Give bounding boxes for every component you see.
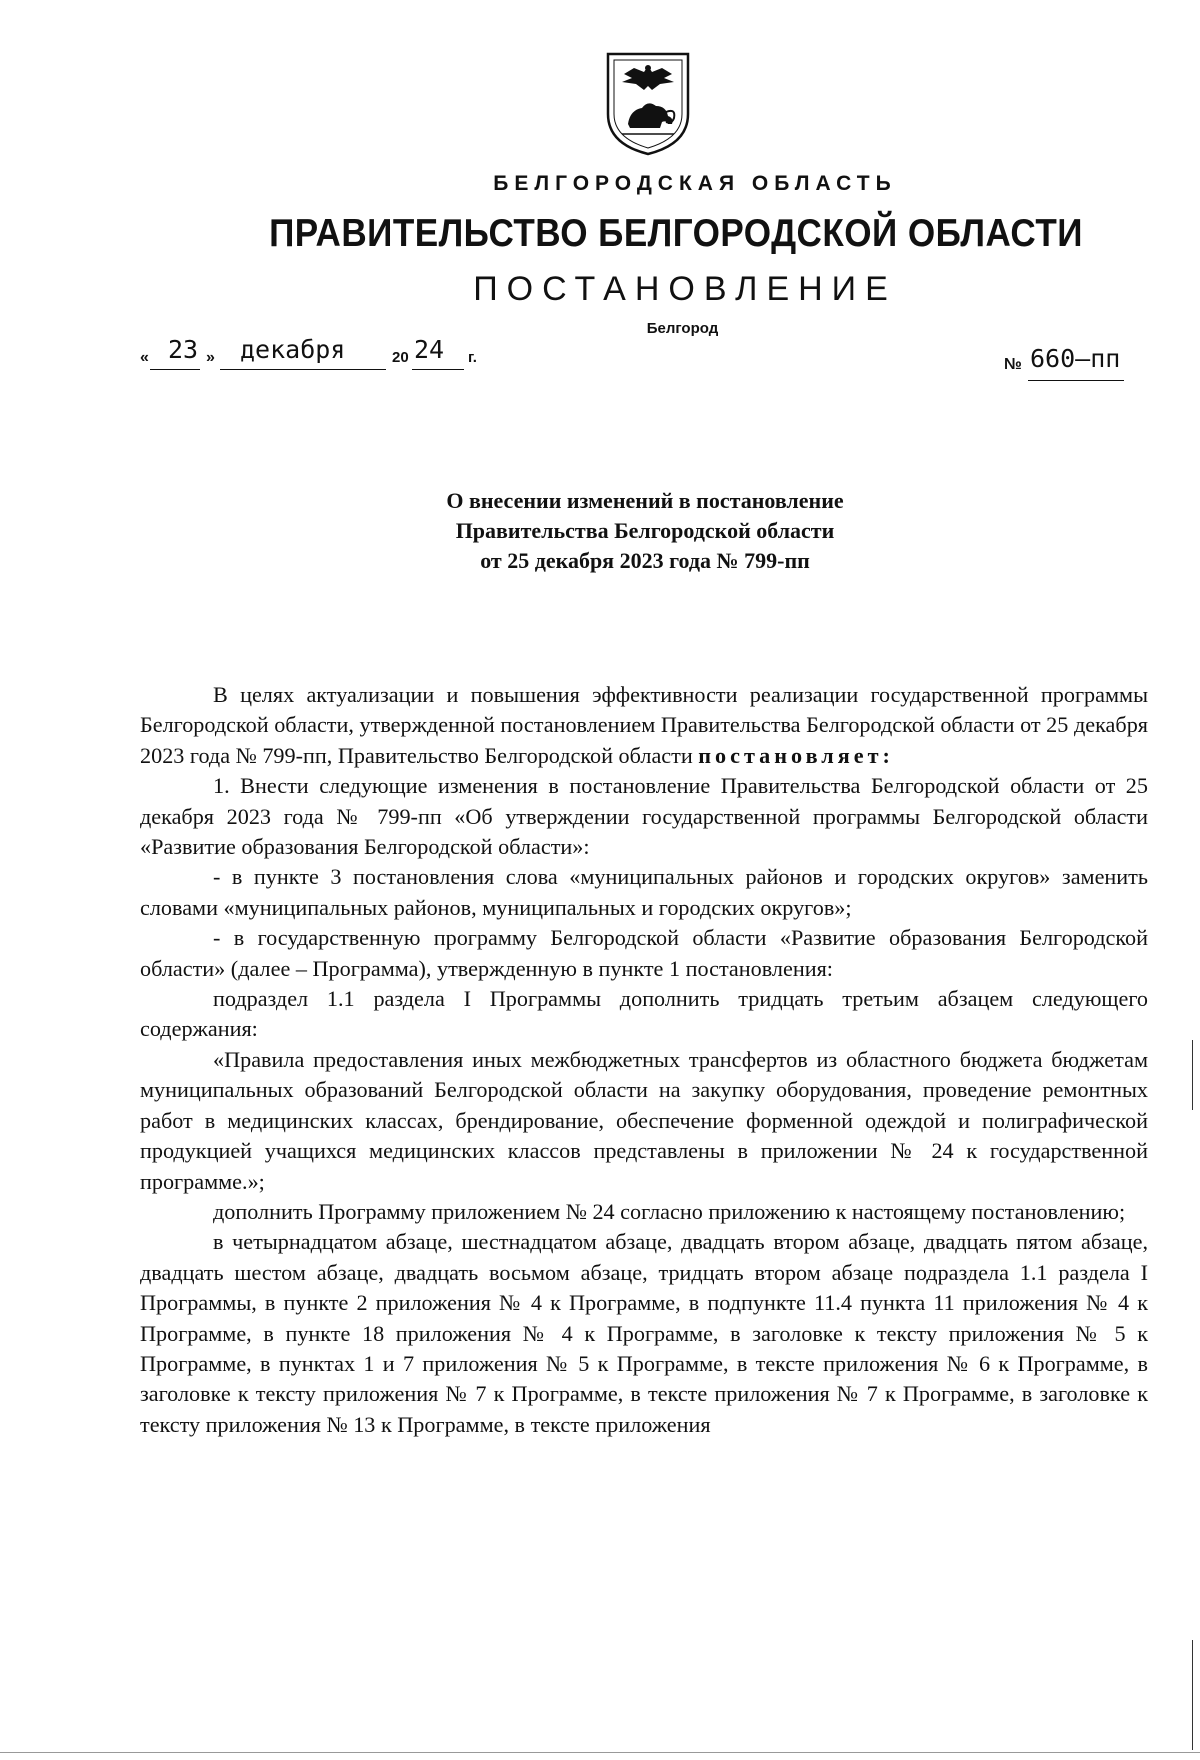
scan-margin-mark xyxy=(1192,1640,1193,1750)
scan-margin-mark xyxy=(1192,1040,1193,1110)
scan-bottom-edge xyxy=(0,1752,1200,1753)
date-year-underline xyxy=(412,369,464,370)
date-year-suffix: 24 xyxy=(414,335,445,364)
title-line-1: О внесении изменений в постановление xyxy=(446,488,844,513)
coat-of-arms-icon xyxy=(600,48,696,158)
document-type: ПОСТАНОВЛЕНИЕ xyxy=(473,270,897,308)
paragraph-amend-3: в четырнадцатом абзаце, шестнадцатом абзаце, двадцать втором абзаце, двадцать пятом абзаце, двадцать шестом абзаце, двадцать восьмом абзаце, тридцать втором абзаце подраздела 1.1 раздела I Программы, в пункте 2 приложения № 4 к Программе, в подпункте 11.4 пункта 11 приложения № 4 к Программе, в пункте 18 приложения № 4 к Программе, в заголовке к тексту приложения № 5 к Программе, в пунктах 1 и 7 приложения № 5 к Программе, в тексте приложения № 6 к Программе, в заголовке к тексту приложения № 7 к Программе, в тексте приложения № 7 к Программе, в заголовке к тексту приложения № 13 к Программе, в тексте приложения xyxy=(140,1229,1148,1437)
preamble-emphasis: постановляет xyxy=(698,742,883,768)
date-month-underline xyxy=(220,369,386,370)
paragraph-item-1-sub-a: - в пункте 3 постановления слова «муниципальных районов и городских округов» заменить словами «муниципальных районов, муниципальных и городских округов»; xyxy=(140,864,1148,920)
government-name: ПРАВИТЕЛЬСТВО БЕЛГОРОДСКОЙ ОБЛАСТИ xyxy=(269,212,1083,255)
document-number xyxy=(1004,344,1124,380)
number-sign: № xyxy=(1004,356,1022,373)
title-line-3: от 25 декабря 2023 года № 799-пп xyxy=(480,548,810,573)
paragraph-preamble xyxy=(140,680,1148,771)
date-open-quote: « xyxy=(140,349,149,366)
number-underline xyxy=(1028,380,1124,381)
date-close-quote: » xyxy=(206,349,215,366)
date-month: декабря xyxy=(240,335,346,364)
date-year-abbr: г. xyxy=(468,349,477,366)
city-name: Белгород xyxy=(646,320,719,337)
preamble-text: В целях актуализации и повышения эффективности реализации государственной программы Белгородской области, утвержденной постановлением Правительства Белгородской области от 25 декабря 2023 года № 799-пп, Правительство Белгородской области xyxy=(140,682,1148,768)
paragraph-quote: «Правила предоставления иных межбюджетных трансфертов из областного бюджета бюджетам муниципальных образований Белгородской области на закупку оборудования, проведение ремонтных работ в медицинских классах, брендирование, обеспечение форменной одеждой и полиграфической продукцией учащихся медицинских классов представлены в приложении № 24 к государственной программе.»; xyxy=(140,1046,1148,1194)
preamble-colon: : xyxy=(882,742,894,768)
paragraph-item-1: 1. Внести следующие изменения в постановление Правительства Белгородской области от 25 декабря 2023 года № 799-пп «Об утверждении государственной программы Белгородской области «Развитие образования Белгородской области»: xyxy=(140,773,1148,860)
title-line-2: Правительства Белгородской области xyxy=(455,518,835,543)
number-value: 660–пп xyxy=(1030,344,1121,373)
paragraph-item-1-sub-b: - в государственную программу Белгородской области «Развитие образования Белгородской области» (далее – Программа), утвержденную в пункте 1 постановления: xyxy=(140,925,1148,981)
document-body xyxy=(140,680,1148,1440)
paragraph-amend-2: дополнить Программу приложением № 24 согласно приложению к настоящему постановлению; xyxy=(213,1198,1126,1224)
date-day-underline xyxy=(150,369,200,370)
document-title xyxy=(0,486,1200,576)
paragraph-amend-1: подраздел 1.1 раздела I Программы дополнить тридцать третьим абзацем следующего содержания: xyxy=(140,986,1148,1042)
document-date xyxy=(140,335,480,375)
region-name: БЕЛГОРОДСКАЯ ОБЛАСТЬ xyxy=(493,172,897,195)
date-year-prefix: 20 xyxy=(392,349,409,366)
date-day: 23 xyxy=(168,335,199,364)
